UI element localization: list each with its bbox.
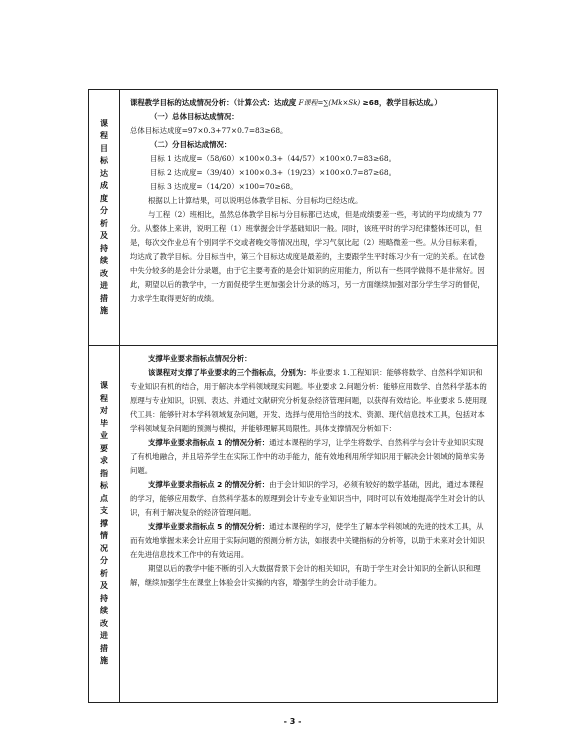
support-point-5: 支撑毕业要求指标点 5 的情况分析：通过本课程的学习，使学生了解本学科领域的先进的技术工具，从而有效地掌握未来会计应用于实际问题的预测分析方法，如报表中关键指标的分析等，以助于未来对会计知识在先进信息技术工作中的有效运用。 xyxy=(130,522,485,559)
support-point-1: 支撑毕业要求指标点 1 的情况分析：通过本课程的学习，让学生将数学、自然科学与会计专业知识实现了有机地融合，并且培养学生在实际工作中的动手能力，能有效地利用所学知识用于解决会计领域的简单实务问题。 xyxy=(130,438,485,475)
goal-achievement-row xyxy=(89,90,497,346)
section-title: 课程教学目标的达成情况分析：（计算公式：达成度 F课程=∑(Mk×Sk) ≥68，教学目标达成。） xyxy=(130,98,442,107)
support-point-2: 支撑毕业要求指标点 2 的情况分析：由于会计知识的学习，必须有较好的数学基础，因此，通过本课程的学习，能够应用数学、自然科学基本的原理到会计专业专业知识当中，同时可以有效地提高学生对会计的认识，有利于解决复杂的经济管理问题。 xyxy=(130,480,485,517)
support-intro: 该课程对支撑了毕业要求的三个指标点，分别为：毕业要求 1.工程知识：能够将数学、自然科学知识和专业知识有机的结合，用于解决本学科领域现实问题。毕业要求 2.问题分析：能够应用数学、自然科学基本的原理与专业知识，识别、表达、并通过文献研究分析复杂经济管理问题，以获得有效结论。毕业要求 5.使用现代工具：能够针对本学科领域复杂问题，开发、选择与使用恰当的技术、资源、现代信息技术工具，包括对本学科领域复杂问题的预测与模拟，并能够理解其局限性。具体支撑情况分析如下： xyxy=(130,368,487,433)
overall-goal-value: 总体目标达成度=97×0.3+77×0.7=83≥68。 xyxy=(130,126,288,135)
report-table xyxy=(88,89,498,703)
goal-1-value: 目标 1 达成度=（58/60）×100×0.3+（44/57）×100×0.7=83≥68。 xyxy=(150,154,396,163)
sub-goal-heading: （二）分目标达成情况： xyxy=(150,140,232,149)
closing-text: 期望以后的教学中能不断的引入大数据背景下会计的相关知识，有助于学生对会计知识的全新认识和理解，继续加强学生在课堂上体验会计实操的内容，增强学生的会计动手能力。 xyxy=(130,564,481,587)
goal-achievement-content xyxy=(120,90,497,345)
goal-3-value: 目标 3 达成度=（14/20）×100=70≥68。 xyxy=(150,182,298,191)
analysis-text: 与工程（2）班相比，虽然总体教学目标与分目标都已达成，但是成绩要差一些，考试的平均成绩为 77 分。从整体上来讲，说明工程（1）班掌握会计学基础知识一般。同时，该班平时的学习纪律整体还可以，但是，每次交作业总有个别同学不交或者晚交等情况出现，学习气氛比起（2）班略微差一些。从分目标来看，均达成了教学目标。分目标当中，第三个目标达成度是最差的，主要跟学生平时练习少有一定的关系。在试卷中失分较多的是会计分录题，由于它主要考查的是会计知识的应用能力，所以有一些同学做得不是非常好。因此，期望以后的教学中，一方面促使学生更加强会计分录的练习，另一方面继续加强对部分学生学习的督促，力求学生取得更好的成绩。 xyxy=(130,210,485,303)
row-label-goal-achievement: 课程目标达成度分析及持续改进措施 xyxy=(89,90,120,345)
goal-2-value: 目标 2 达成度=（39/40）×100×0.3+（19/23）×100×0.7=87≥68。 xyxy=(150,168,396,177)
overall-goal-heading: （一）总体目标达成情况： xyxy=(150,112,239,121)
graduation-support-content xyxy=(120,346,497,702)
support-heading: 支撑毕业要求指标点情况分析： xyxy=(148,354,252,363)
achievement-formula: F课程=∑(Mk×Sk) xyxy=(298,99,361,107)
row-label-graduation-support: 课程对毕业要求指标点支撑情况分析及持续改进措施 xyxy=(89,346,120,702)
summary-text: 根据以上计算结果，可以说明总体教学目标、分目标均已经达成。 xyxy=(148,196,363,205)
graduation-support-row xyxy=(89,346,497,702)
page-number: - 3 - xyxy=(283,717,302,726)
